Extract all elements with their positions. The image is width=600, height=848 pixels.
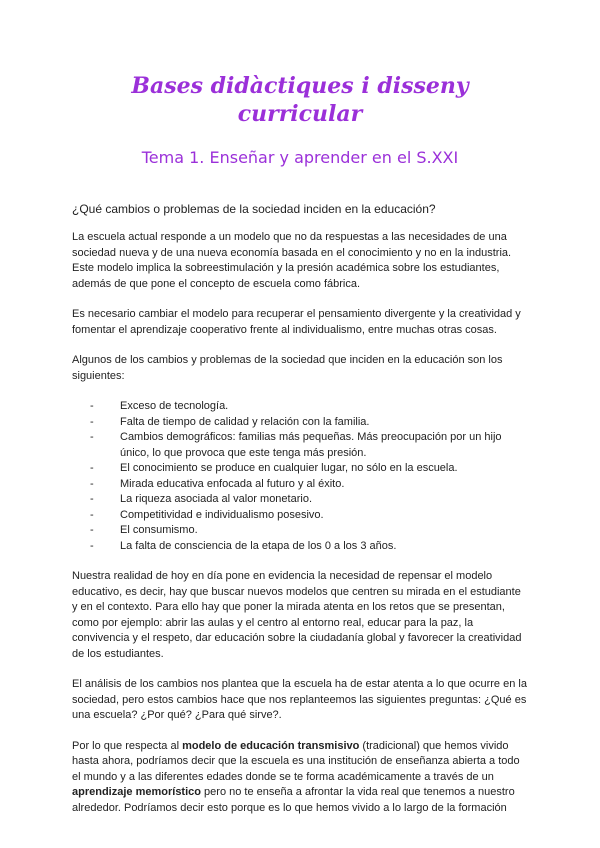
bullet-dash: - <box>90 539 94 552</box>
paragraph-transmissive-model <box>72 739 528 817</box>
paragraph-list-intro: Algunos de los cambios y problemas de la sociedad que inciden en la educación son los siguientes: <box>72 354 503 382</box>
bullet-dash: - <box>90 524 94 536</box>
text-run: Por lo que respecta al <box>72 739 183 752</box>
bullet-dash: - <box>90 508 94 521</box>
text-run: (tradicional) que hemos vivido hasta ahora, podríamos decir que la escuela es una institución de enseñanza abierta a todo el mundo y a las diferentes edades donde se te forma académicamente a través de un <box>72 739 520 783</box>
paragraph-analysis: El análisis de los cambios nos plantea que la escuela ha de estar atenta a lo que ocurre en la sociedad, pero estos cambios hace que nos replanteemos las siguientes preguntas: ¿Qué es una escuela? ¿Por qué? ¿Para qué sirve?. <box>72 678 527 721</box>
list-item <box>90 430 528 461</box>
bullet-dash: - <box>90 477 94 490</box>
paragraph-reality: Nuestra realidad de hoy en día pone en evidencia la necesidad de repensar el modelo educativo, es decir, hay que buscar nuevos modelos que centren su mirada en el estudiante y en el contexto. Para ello hay que poner la mirada atenta en los retos que se presentan, como por ejemplo: abrir las aulas y el centro al entorno real, educar para la paz, la convivencia y el respeto, dar educación sobre la ciudadanía global y favorecer la creatividad de los estudiantes. <box>72 570 522 660</box>
list-item-text: La riqueza asociada al valor monetario. <box>120 493 313 505</box>
list-item <box>90 523 528 539</box>
list-item <box>90 492 528 508</box>
section-heading: ¿Qué cambios o problemas de la sociedad inciden en la educación? <box>72 202 436 216</box>
bullet-dash: - <box>90 431 94 443</box>
list-item <box>90 508 528 524</box>
changes-list <box>72 399 528 554</box>
list-item-text: Falta de tiempo de calidad y relación con la familia. <box>120 415 370 428</box>
list-item <box>90 399 528 415</box>
text-run: pero no te enseña a afrontar la vida real que tenemos a nuestro alrededor. Podríamos decir esto porque es lo que hemos vivido a lo largo de la formación <box>72 786 515 814</box>
list-item-text: Mirada educativa enfocada al futuro y al éxito. <box>120 477 345 490</box>
paragraph-change-model: Es necesario cambiar el modelo para recuperar el pensamiento divergente y la creatividad y fomentar el aprendizaje cooperativo frente al individualismo, entre muchas otras cosas. <box>72 308 521 336</box>
list-item-text: Competitividad e individualismo posesivo. <box>120 508 324 521</box>
bullet-dash: - <box>90 493 94 505</box>
bullet-dash: - <box>90 415 94 428</box>
list-item-text: El conocimiento se produce en cualquier lugar, no sólo en la escuela. <box>120 462 458 474</box>
list-item <box>90 415 528 431</box>
bold-term-transmissive-model: modelo de educación transmisivo <box>182 739 360 752</box>
document-title: Bases didàctiques i disseny curricular <box>131 73 469 127</box>
list-item-text: Exceso de tecnología. <box>120 400 229 412</box>
list-item-text: El consumismo. <box>120 524 198 536</box>
list-item-text: Cambios demográficos: familias más pequeñas. Más preocupación por un hijo único, lo que provoca que este tenga más presión. <box>120 431 502 459</box>
list-item-text: La falta de consciencia de la etapa de los 0 a los 3 años. <box>120 539 397 552</box>
paragraph-intro: La escuela actual responde a un modelo que no da respuestas a las necesidades de una sociedad nueva y de una nueva economía basada en el conocimiento y no en la industria. Este modelo implica la sobreestimulación y la presión académica sobre los estudiantes, además de que pone el concepto de escuela como fábrica. <box>72 231 512 290</box>
document-subtitle: Tema 1. Enseñar y aprender en el S.XXI <box>141 148 459 167</box>
bullet-dash: - <box>90 462 94 474</box>
list-item <box>90 477 528 493</box>
bullet-dash: - <box>90 400 94 412</box>
list-item <box>90 461 528 477</box>
list-item <box>90 539 528 555</box>
bold-term-rote-learning: aprendizaje memorístico <box>72 786 201 798</box>
